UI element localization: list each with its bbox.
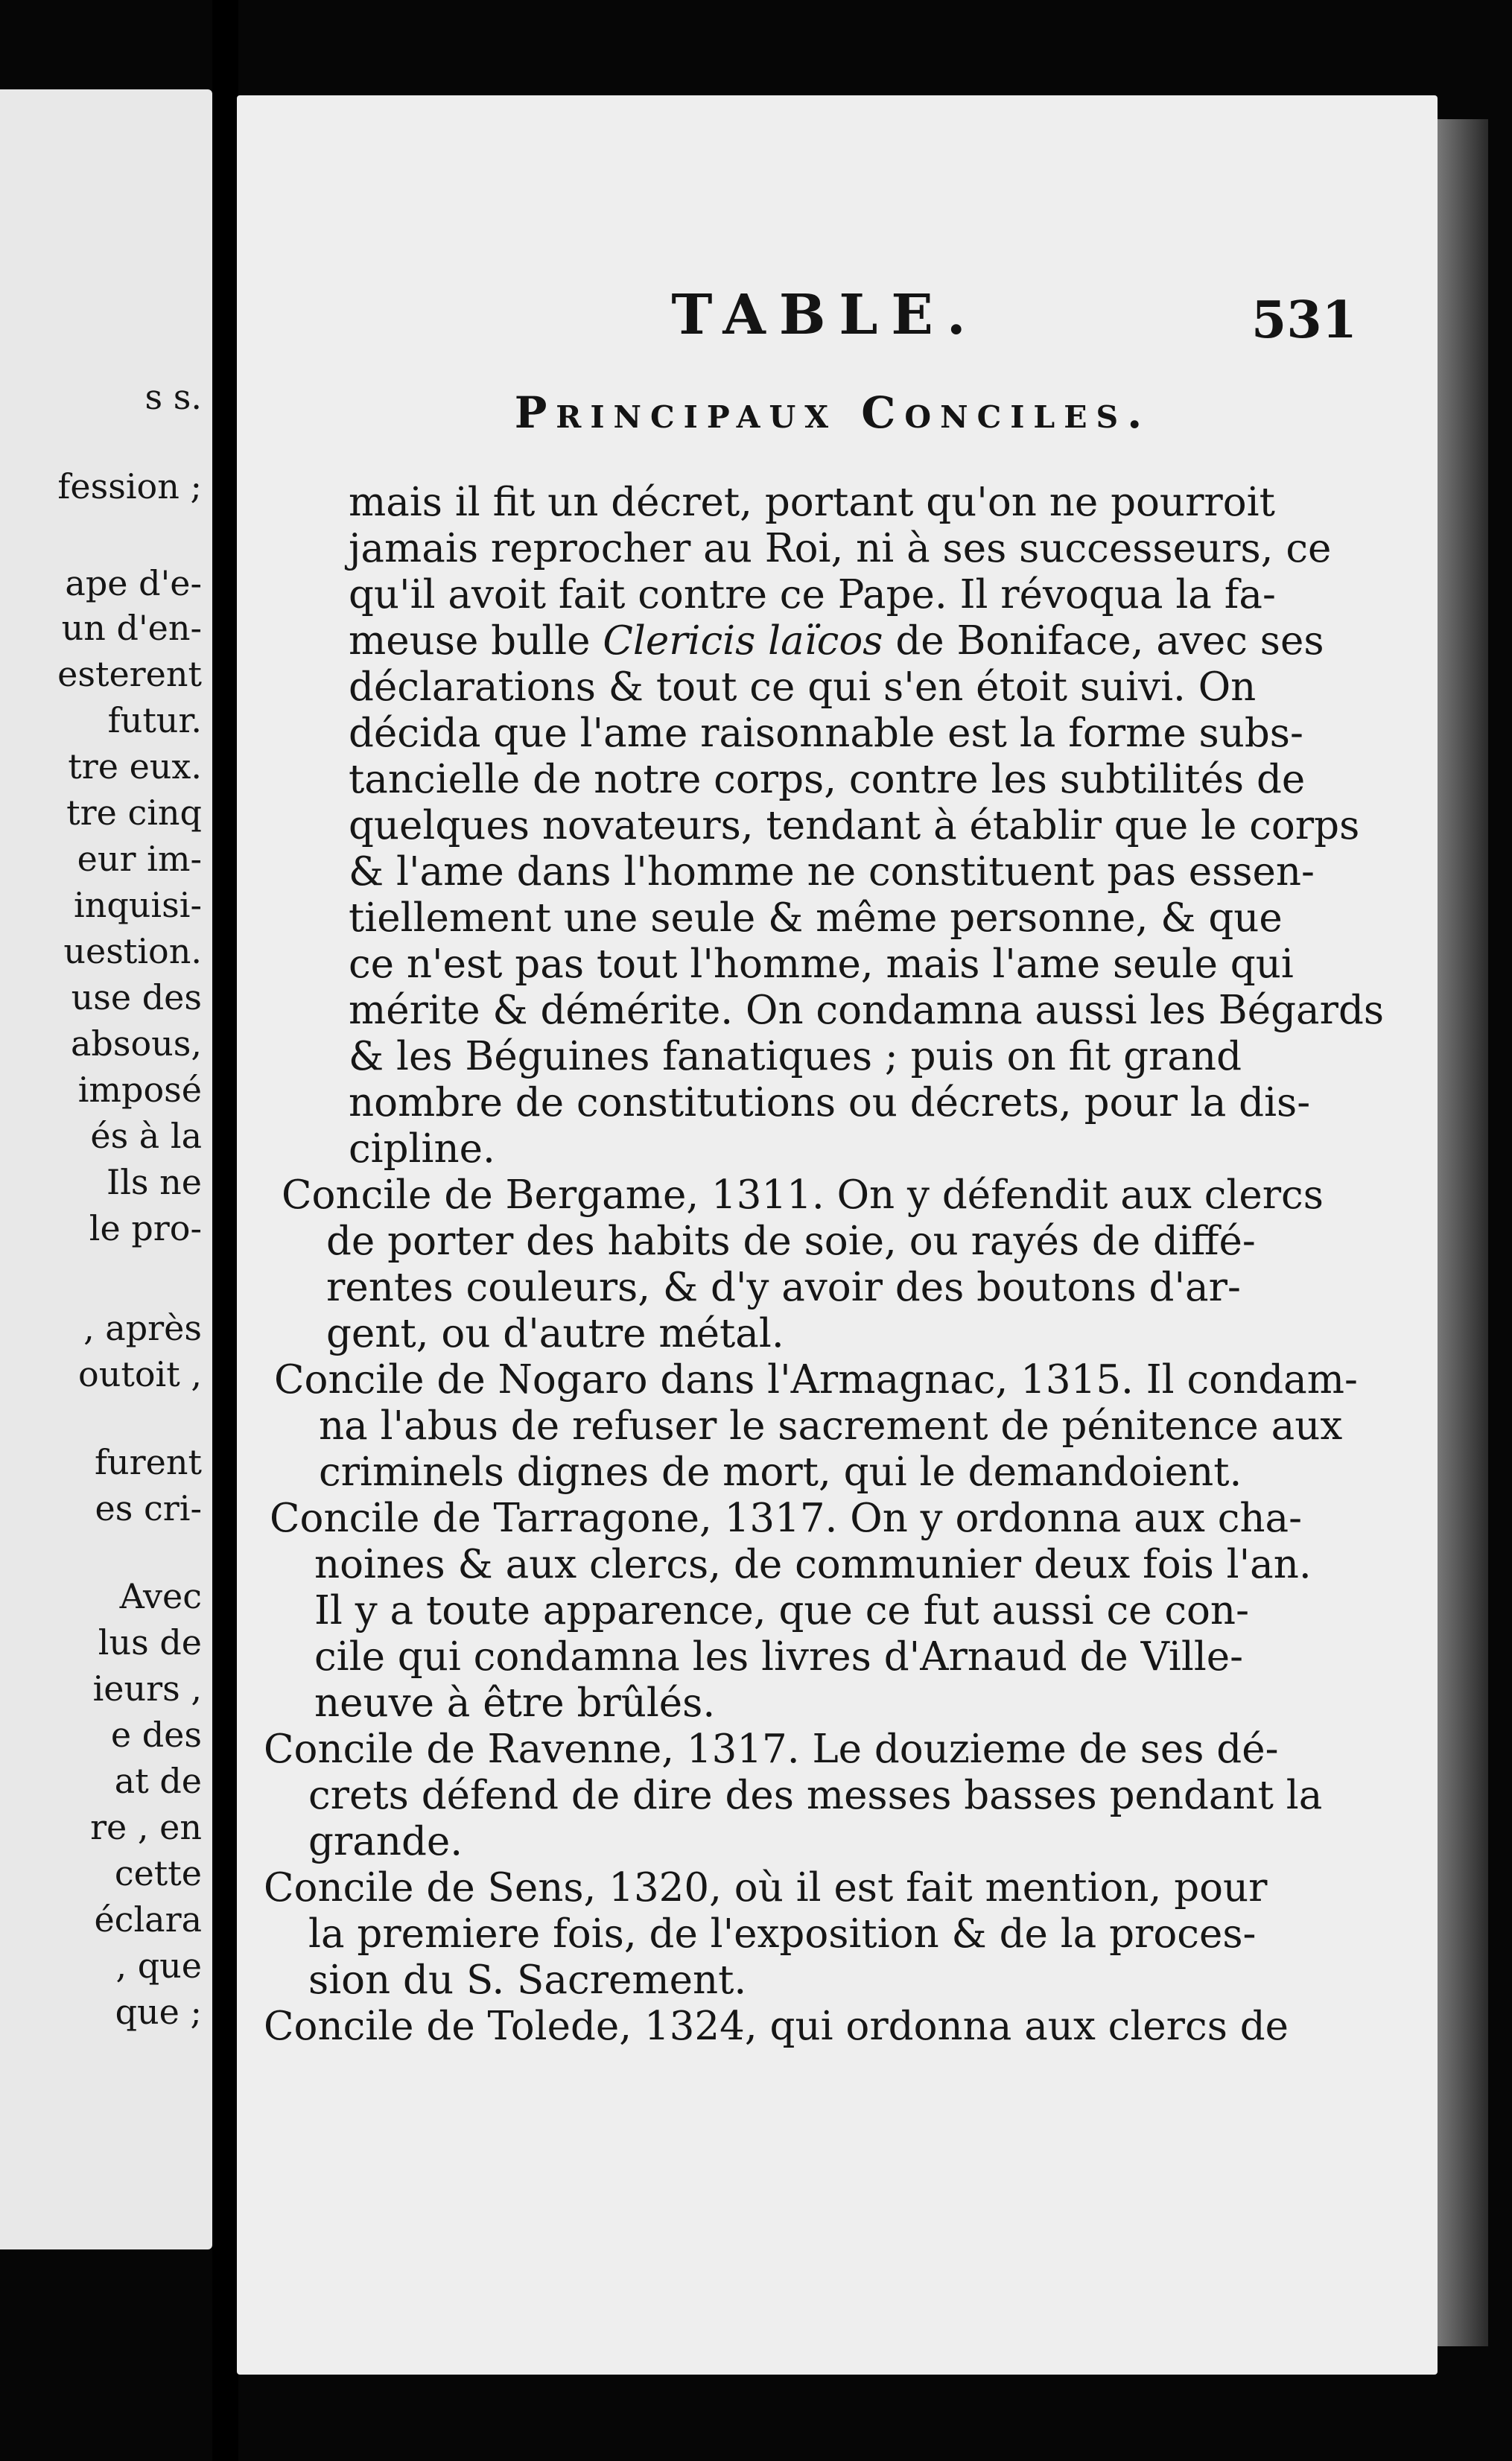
left-page-fragment: lus de [98,1622,202,1663]
section-title: Principaux Conciles. [514,387,1152,438]
text-segment: de Boniface, avec ses [883,618,1324,664]
facing-page-left [0,89,212,2249]
left-page-fragment: at de [114,1761,202,1801]
text-line: jamais reprocher au Roi, ni à ses successeurs, ce [349,526,1332,571]
left-page-fragment: que ; [115,1992,202,2032]
left-page-fragment: uestion. [63,931,202,971]
text-line: sion du S. Sacrement. [308,1957,747,2003]
left-page-fragment: fession ; [57,466,202,507]
text-line: tancielle de notre corps, contre les subtilités de [349,757,1306,802]
text-line: neuve à être brûlés. [314,1680,716,1726]
text-segment: meuse bulle [349,618,603,664]
left-page-fragment: tre cinq [66,793,202,833]
left-page-fragment: esterent [57,654,202,694]
left-page-fragment: tre eux. [68,746,202,787]
left-page-fragment: , après [83,1308,202,1348]
running-head [237,283,1438,350]
council-entry: Concile de Tarragone, 1317. On y ordonna aux cha- [270,1496,1303,1541]
left-page-fragment: imposé [77,1070,202,1110]
left-page-fragment: ieurs , [92,1668,202,1709]
left-page-fragment: inquisi- [74,885,202,925]
left-page-fragment: e des [110,1715,202,1755]
council-entry: Concile de Tolede, 1324, qui ordonna aux clercs de [264,2004,1289,2049]
left-page-fragment: s s. [144,377,202,417]
text-line: qu'il avoit fait contre ce Pape. Il révoqua la fa- [349,572,1276,617]
council-entry: Concile de Bergame, 1311. On y défendit aux clercs [282,1172,1324,1218]
left-page-fragment: furent [95,1442,202,1482]
text-line: la premiere fois, de l'exposition & de la proces- [308,1911,1257,1957]
text-line: mais il fit un décret, portant qu'on ne pourroit [349,480,1275,525]
text-line [349,618,1324,664]
text-line: criminels dignes de mort, qui le demandoient. [319,1449,1242,1495]
left-page-fragment: cette [114,1853,202,1893]
council-entry: Concile de Ravenne, 1317. Le douzieme de ses dé- [264,1727,1279,1772]
left-page-fragment: absous, [70,1023,202,1064]
left-page-fragment: use des [71,977,202,1017]
running-title: TABLE. [671,283,979,347]
left-page-fragment: un d'en- [61,608,202,648]
text-line: crets défend de dire des messes basses pendant la [308,1773,1323,1818]
text-line: Il y a toute apparence, que ce fut aussi ce con- [314,1588,1249,1633]
italic-phrase: Clericis laïcos [603,618,883,664]
page-number: 531 [1251,290,1357,350]
left-page-fragment: es cri- [95,1488,202,1528]
text-line: de porter des habits de soie, ou rayés de diffé- [326,1219,1256,1264]
text-line: & l'ame dans l'homme ne constituent pas essen- [349,849,1315,895]
left-page-fragment: Avec [119,1576,202,1616]
text-line: mérite & démérite. On condamna aussi les Bégards [349,988,1385,1033]
left-page-fragment: outoit , [78,1354,202,1394]
text-line: na l'abus de refuser le sacrement de pénitence aux [319,1403,1343,1449]
left-page-fragment: re , en [90,1807,202,1847]
text-line: cipline. [349,1126,495,1172]
book-gutter [212,0,238,2461]
left-page-fragment: eur im- [77,839,202,879]
left-page-fragment: éclara [94,1899,202,1940]
text-line: décida que l'ame raisonnable est la forme subs- [349,711,1303,756]
page-edge-shadow [1436,119,1488,2346]
text-line: tiellement une seule & même personne, & que [349,895,1283,941]
text-line: noines & aux clercs, de communier deux fois l'an. [314,1542,1312,1587]
text-line: nombre de constitutions ou décrets, pour la dis- [349,1080,1311,1125]
text-line: grande. [308,1819,463,1864]
text-line: cile qui condamna les livres d'Arnaud de Ville- [314,1634,1244,1680]
left-page-fragment: futur. [107,700,202,740]
council-entry: Concile de Sens, 1320, où il est fait mention, pour [264,1865,1268,1911]
text-line: déclarations & tout ce qui s'en étoit suivi. On [349,664,1257,710]
text-line: gent, ou d'autre métal. [326,1311,784,1356]
council-entry: Concile de Nogaro dans l'Armagnac, 1315. Il condam- [274,1357,1358,1403]
text-line: ce n'est pas tout l'homme, mais l'ame seule qui [349,941,1294,987]
text-line: & les Béguines fanatiques ; puis on fit grand [349,1034,1242,1079]
text-line: rentes couleurs, & d'y avoir des boutons d'ar- [326,1265,1241,1310]
left-page-fragment: le pro- [89,1208,202,1248]
left-page-fragment: ape d'e- [65,563,202,603]
main-page [237,95,1438,2375]
left-page-fragment: és à la [90,1116,202,1156]
left-page-fragment: Ils ne [107,1162,202,1202]
text-line: quelques novateurs, tendant à établir que le corps [349,803,1360,848]
left-page-fragment: , que [115,1946,202,1986]
